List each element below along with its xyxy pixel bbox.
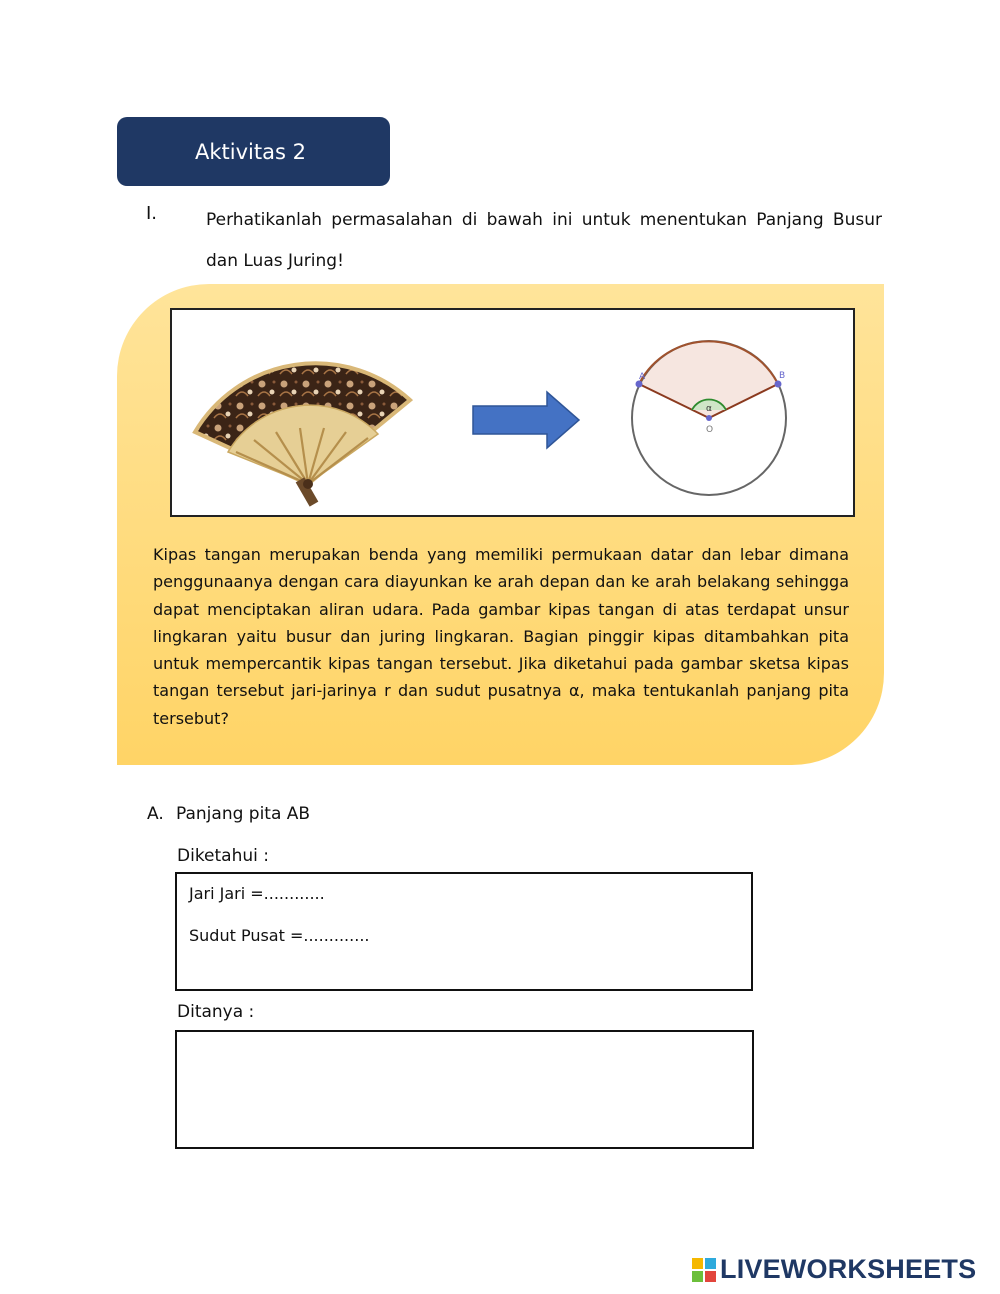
label-alpha: α	[706, 404, 712, 414]
activity-title-banner	[117, 117, 390, 186]
point-b	[775, 381, 782, 388]
brand-name: LIVEWORKSHEETS	[720, 1254, 977, 1284]
hand-fan-image	[190, 334, 422, 510]
right-arrow-icon	[471, 390, 581, 450]
asked-answer-box[interactable]	[175, 1030, 754, 1149]
intro-number: I.	[146, 203, 158, 224]
known-label: Diketahui :	[177, 846, 269, 866]
intro-instruction: Perhatikanlah permasalahan di bawah ini untuk menentukan Panjang Busur dan Luas Juring!	[206, 210, 882, 271]
problem-description: Kipas tangan merupakan benda yang memiliki permukaan datar dan lebar dimana penggunaanya dengan cara diayunkan ke arah depan dan ke arah belakang sehingga dapat menciptakan aliran udara. Pada gambar kipas tangan di atas terdapat unsur lingkaran yaitu busur dan juring lingkaran. Bagian pinggir kipas ditambahkan pita untuk mempercantik kipas tangan tersebut. Jika diketahui pada gambar sketsa kipas tangan tersebut jari-jarinya r dan sudut pusatnya α, maka tentukanlah panjang pita tersebut?	[153, 545, 849, 728]
central-angle-field[interactable]: Sudut Pusat =.............	[189, 926, 370, 945]
liveworksheets-logo-icon	[692, 1258, 716, 1282]
label-o: O	[706, 425, 714, 435]
asked-label: Ditanya :	[177, 1002, 255, 1022]
section-a-heading	[147, 804, 310, 824]
label-a: A	[639, 372, 646, 382]
label-b: B	[779, 371, 786, 381]
radius-field[interactable]: Jari Jari =............	[189, 884, 325, 903]
liveworksheets-brand	[692, 1254, 976, 1285]
section-a-title: Panjang pita AB	[176, 804, 311, 824]
point-o	[706, 415, 712, 421]
sector-diagram	[620, 312, 800, 502]
section-a-letter: A.	[147, 804, 164, 824]
activity-title: Aktivitas 2	[195, 139, 306, 164]
